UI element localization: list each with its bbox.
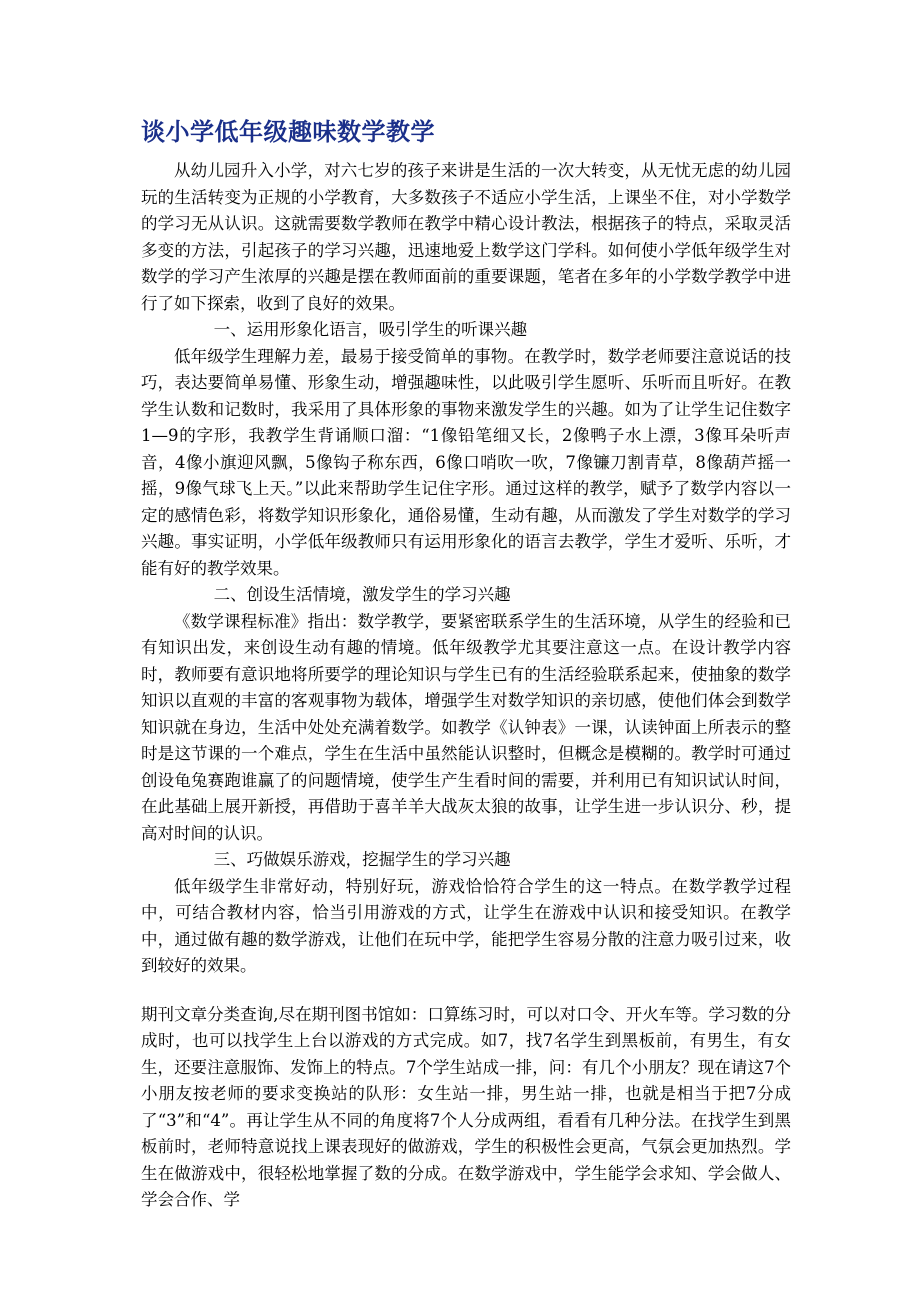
section-3-heading: 三、巧做娱乐游戏，挖掘学生的学习兴趣: [213, 850, 511, 869]
intro-paragraph: 从幼儿园升入小学，对六七岁的孩子来讲是生活的一次大转变，从无忧无虑的幼儿园玩的生活转变为正规的小学教育，大多数孩子不适应小学生活，上课坐不住，对小学数学的学习无从认识。这就需要数学教师在教学中精心设计教法，根据孩子的特点，采取灵活多变的方法，引起孩子的学习兴趣，迅速地爱上数学这门学科。如何使小学低年级学生对数学的学习产生浓厚的兴趣是摆在教师面前的重要课题，笔者在多年的小学数学教学中进行了如下探索，收到了良好的效果。: [141, 161, 791, 313]
section-2-body: 《数学课程标准》指出：数学教学，要紧密联系学生的生活环境，从学生的经验和已有知识出发，来创设生动有趣的情境。低年级教学尤其要注意这一点。在设计教学内容时，教师要有意识地将所要学的理论知识与学生已有的生活经验联系起来，使抽象的数学知识以直观的丰富的客观事物为载体，增强学生对数学知识的亲切感，使他们体会到数学知识就在身边，生活中处处充满着数学。如教学《认钟表》一课，认读钟面上所表示的整时是这节课的一个难点，学生在生活中虽然能认识整时，但概念是模糊的。教学时可通过创设龟兔赛跑谁赢了的问题情境，使学生产生看时间的需要，并利用已有知识试认时间，在此基础上展开新授，再借助于喜羊羊大战灰太狼的故事，让学生进一步认识分、秒，提高对时间的认识。: [141, 611, 791, 843]
continuation-paragraph: 期刊文章分类查询,尽在期刊图书馆如：口算练习时，可以对口令、开火车等。学习数的分成时，也可以找学生上台以游戏的方式完成。如7，找7名学生到黑板前，有男生，有女生，还要注意服饰、发饰上的特点。7个学生站成一排，问：有几个小朋友？现在请这7个小朋友按老师的要求变换站的队形：女生站一排，男生站一排，也就是相当于把7分成了“3”和“4”。再让学生从不同的角度将7个人分成两组，看看有几种分法。在找学生到黑板前时，老师特意说找上课表现好的做游戏，学生的积极性会更高，气氛会更加热烈。学生在做游戏中，很轻松地掌握了数的分成。在数学游戏中，学生能学会求知、学会做人、学会合作、学: [141, 1004, 791, 1209]
section-2-heading: 二、创设生活情境，激发学生的学习兴趣: [213, 585, 511, 604]
paragraph-gap: [141, 980, 791, 1002]
document-page: [141, 112, 791, 1214]
section-1-body: 低年级学生理解力差，最易于接受简单的事物。在教学时，数学老师要注意说话的技巧，表达要简单易懂、形象生动，增强趣味性，以此吸引学生愿听、乐听而且听好。在教学生认数和记数时，我采用了具体形象的事物来激发学生的兴趣。如为了让学生记住数字1—9的字形，我教学生背诵顺口溜：“1像铅笔细又长，2像鸭子水上漂，3像耳朵听声音，4像小旗迎风飘，5像钩子称东西，6像口哨吹一吹，7像镰刀割青草，8像葫芦摇一摇，9像气球飞上天。”以此来帮助学生记住字形。通过这样的教学，赋予了数学内容以一定的感情色彩，将数学知识形象化，通俗易懂，生动有趣，从而激发了学生对数学的学习兴趣。事实证明，小学低年级教师只有运用形象化的语言去教学，学生才爱听、乐听，才能有好的教学效果。: [141, 346, 791, 578]
section-3-body: 低年级学生非常好动，特别好玩，游戏恰恰符合学生的这一特点。在数学教学过程中，可结合教材内容，恰当引用游戏的方式，让学生在游戏中认识和接受知识。在教学中，通过做有趣的数学游戏，让他们在玩中学，能把学生容易分散的注意力吸引过来，收到较好的效果。: [141, 876, 791, 975]
section-1-heading: 一、运用形象化语言，吸引学生的听课兴趣: [213, 320, 528, 339]
document-title: 谈小学低年级趣味数学教学: [141, 118, 435, 146]
